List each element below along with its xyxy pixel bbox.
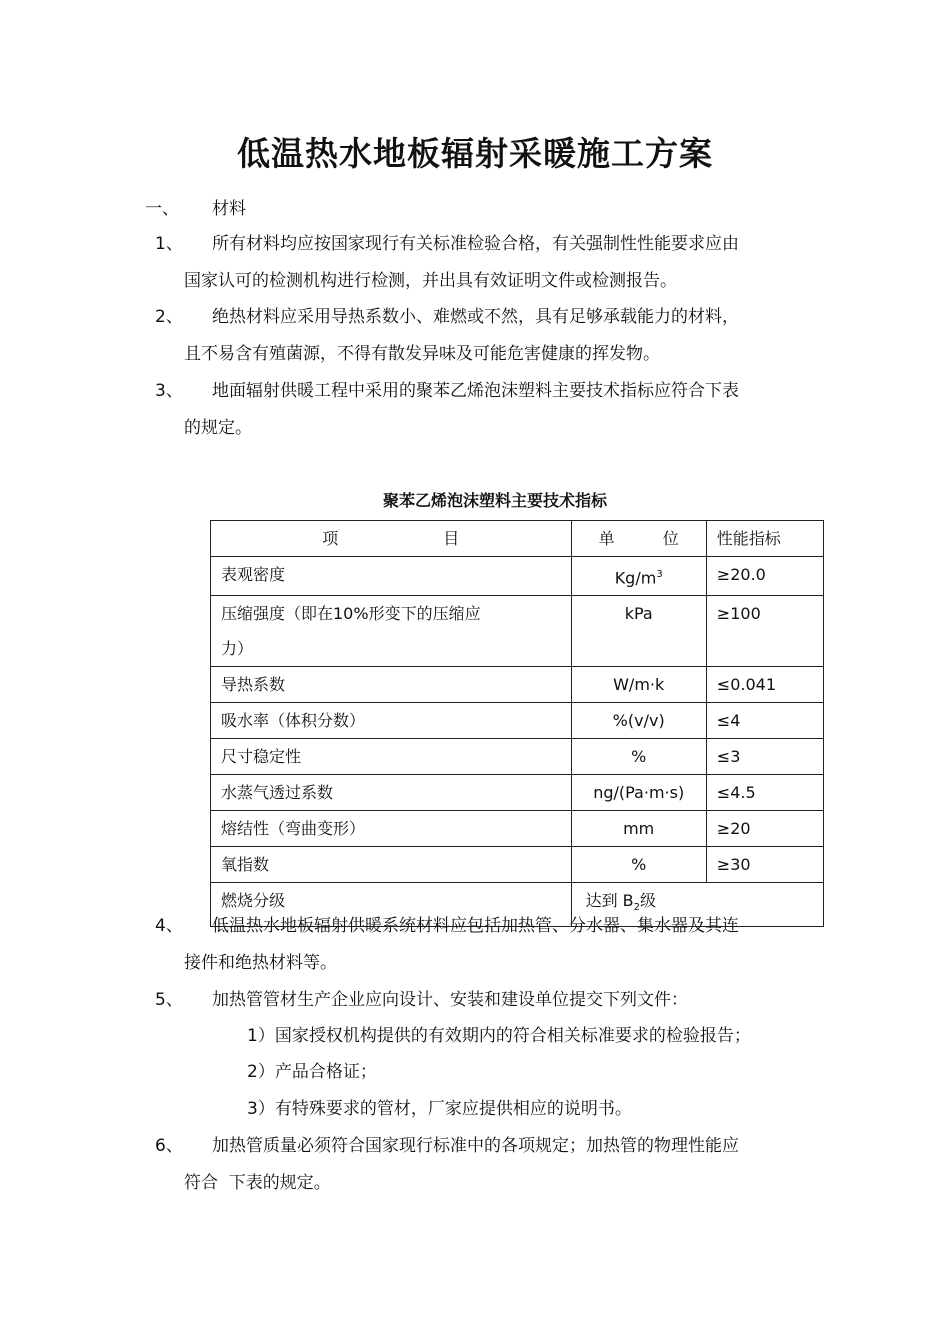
item-text: 加热管管材生产企业应向设计、安装和建设单位提交下列文件： (212, 990, 688, 1010)
table-row: 尺寸稳定性 % ≤3 (211, 739, 824, 775)
item-text: 的规定。 (184, 418, 252, 438)
table-header-row (211, 521, 824, 557)
item-text: 绝热材料应采用导热系数小、难燃或不然，具有足够承载能力的材料， (212, 307, 739, 327)
section-heading: 材料 (212, 199, 246, 219)
sub-item: 2）产品合格证； (247, 1062, 377, 1082)
spec-table (210, 520, 824, 927)
item-number: 5、 (155, 990, 183, 1010)
item-text: 低温热水地板辐射供暖系统材料应包括加热管、分水器、集水器及其连 (212, 916, 739, 936)
item-text: 地面辐射供暖工程中采用的聚苯乙烯泡沫塑料主要技术指标应符合下表 (212, 381, 739, 401)
section-number: 一、 (145, 199, 179, 219)
header-spec: 性能指标 (706, 521, 823, 557)
table-row: 燃烧分级 达到 $B_2$级 (211, 883, 824, 926)
table-row: 表观密度 $Kg/m^3$ ≥20.0 (211, 557, 824, 596)
header-unit: 单 位 (571, 521, 706, 557)
item-number: 6、 (155, 1136, 183, 1156)
item-text: 所有材料均应按国家现行有关标准检验合格，有关强制性性能要求应由 (212, 234, 739, 254)
item-number: 1、 (155, 234, 183, 254)
item-number: 2、 (155, 307, 183, 327)
sub-item: 1）国家授权机构提供的有效期内的符合相关标准要求的检验报告； (247, 1026, 751, 1046)
table-row: 吸水率（体积分数） %(v/v) ≤4 (211, 703, 824, 739)
table-row: 压缩强度（即在10%形变下的压缩应 力） kPa ≥100 (211, 596, 824, 667)
table-row: 氧指数 % ≥30 (211, 847, 824, 883)
item-text: 接件和绝热材料等。 (184, 953, 337, 973)
item-number: 3、 (155, 381, 183, 401)
document-title: 低温热水地板辐射采暖施工方案 (237, 134, 713, 173)
table-row: 导热系数 W/m·k ≤0.041 (211, 667, 824, 703)
item-number: 4、 (155, 916, 183, 936)
table-caption: 聚苯乙烯泡沫塑料主要技术指标 (382, 491, 607, 510)
item-text: 国家认可的检测机构进行检测，并出具有效证明文件或检测报告。 (184, 271, 677, 291)
header-item: 项 目 (211, 521, 572, 557)
item-text: 且不易含有殖菌源，不得有散发异味及可能危害健康的挥发物。 (184, 344, 660, 364)
table-row: 水蒸气透过系数 ng/(Pa·m·s) ≤4.5 (211, 775, 824, 811)
item-text: 加热管质量必须符合国家现行标准中的各项规定；加热管的物理性能应 (212, 1136, 739, 1156)
table-row: 熔结性（弯曲变形） mm ≥20 (211, 811, 824, 847)
item-text: 符合 下表的规定。 (184, 1173, 331, 1193)
sub-item: 3）有特殊要求的管材，厂家应提供相应的说明书。 (247, 1099, 632, 1119)
